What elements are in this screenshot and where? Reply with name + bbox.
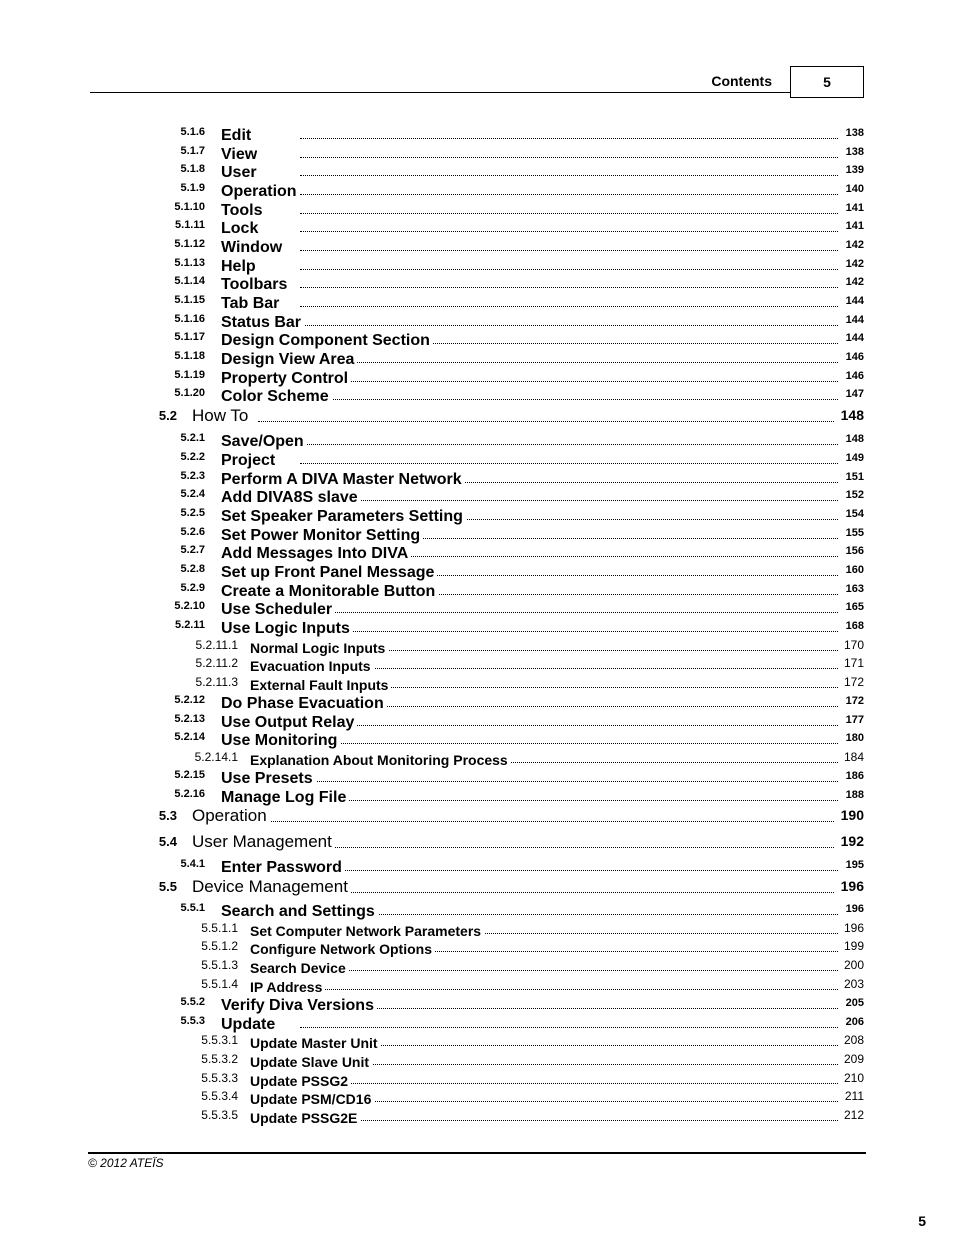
toc-entry-number: 5.1.16 — [174, 313, 205, 325]
toc-leader-dots — [300, 612, 838, 613]
toc-entry-number: 5.2.6 — [180, 526, 205, 538]
toc-entry-title[interactable]: Search and Settings — [221, 903, 378, 921]
toc-entry-page: 212 — [843, 1108, 864, 1122]
toc-entry[interactable] — [0, 938, 954, 956]
toc-entry-title[interactable]: Search Device — [250, 960, 349, 976]
toc-entry-title[interactable]: Update PSSG2 — [250, 1073, 351, 1089]
toc-entry-page: 146 — [845, 370, 864, 382]
toc-entry-page: 205 — [845, 997, 864, 1009]
toc-entry-title[interactable]: Set Power Monitor Setting — [221, 527, 423, 545]
toc-leader-dots — [300, 1008, 838, 1009]
toc-leader-dots — [300, 138, 838, 139]
toc-entry-number: 5.2.11.1 — [195, 638, 238, 652]
toc-entry[interactable] — [0, 1107, 954, 1125]
toc-entry[interactable] — [0, 181, 954, 199]
toc-entry[interactable] — [0, 693, 954, 711]
toc-entry-title[interactable]: Normal Logic Inputs — [250, 640, 388, 656]
toc-leader-dots — [300, 1027, 838, 1028]
toc-entry[interactable] — [0, 674, 954, 692]
toc-leader-dots — [300, 500, 838, 501]
toc-entry-title[interactable]: Use Presets — [221, 770, 316, 788]
toc-entry-title[interactable]: Add DIVA8S slave — [221, 489, 361, 507]
toc-entry-number: 5.5.3.1 — [201, 1033, 238, 1047]
toc-entry-title[interactable]: Add Messages Into DIVA — [221, 545, 411, 563]
toc-entry-title[interactable]: Color Scheme — [221, 388, 332, 406]
toc-entry[interactable] — [0, 237, 954, 255]
toc-entry-number: 5.1.20 — [174, 387, 205, 399]
toc-entry[interactable] — [0, 1088, 954, 1106]
toc-entry[interactable] — [0, 655, 954, 673]
toc-entry-title[interactable]: Update Master Unit — [250, 1035, 381, 1051]
toc-leader-dots — [300, 157, 838, 158]
toc-entry-number: 5.2.12 — [174, 694, 205, 706]
toc-entry-number: 5.2.3 — [180, 470, 205, 482]
toc-entry-page: 177 — [845, 714, 864, 726]
toc-entry-page: 199 — [843, 939, 864, 953]
toc-entry[interactable] — [0, 957, 954, 975]
toc-entry[interactable] — [0, 525, 954, 543]
toc-leader-dots — [300, 231, 838, 232]
toc-leader-dots — [300, 743, 838, 744]
toc-leader-dots — [300, 399, 838, 400]
toc-entry-page: 186 — [845, 770, 864, 782]
toc-entry[interactable] — [0, 200, 954, 218]
toc-entry-title[interactable]: Create a Monitorable Button — [221, 583, 438, 601]
toc-entry-title[interactable]: Property Control — [221, 370, 351, 388]
toc-entry[interactable] — [0, 293, 954, 311]
toc-entry[interactable] — [0, 469, 954, 487]
toc-entry-number: 5.2.2 — [180, 451, 205, 463]
toc-entry-page: 144 — [845, 314, 864, 326]
toc-leader-dots — [258, 421, 834, 422]
toc-entry-page: 138 — [845, 127, 864, 139]
toc-entry-number: 5.2.5 — [180, 507, 205, 519]
toc-entry-page: 170 — [843, 638, 864, 652]
toc-entry[interactable] — [0, 349, 954, 367]
toc-entry-page: 142 — [845, 276, 864, 288]
toc-entry-title[interactable]: Update PSSG2E — [250, 1110, 360, 1126]
toc-entry-title[interactable]: Operation — [192, 806, 270, 826]
toc-entry-number: 5.1.11 — [175, 219, 205, 231]
toc-leader-dots — [300, 914, 838, 915]
toc-entry-title[interactable]: Device Management — [192, 877, 351, 897]
toc-entry-title[interactable]: Toolbars — [221, 276, 290, 294]
toc-entry-number: 5.2.11.2 — [195, 656, 238, 670]
toc-entry-title[interactable]: Design View Area — [221, 351, 357, 369]
page-number: 5 — [918, 1213, 926, 1229]
toc-entry-title[interactable]: Edit — [221, 127, 254, 145]
toc-entry-title[interactable]: Update Slave Unit — [250, 1054, 372, 1070]
toc-entry-page: 192 — [840, 833, 864, 849]
toc-entry-page: 206 — [845, 1016, 864, 1028]
toc-entry-title[interactable]: Update — [221, 1016, 278, 1034]
toc-entry[interactable] — [0, 1032, 954, 1050]
header-title: Contents — [711, 73, 772, 89]
toc-entry-title[interactable]: Save/Open — [221, 433, 307, 451]
toc-entry-number: 5.2.7 — [180, 544, 205, 556]
toc-entry-title[interactable]: View — [221, 146, 260, 164]
toc-entry[interactable] — [0, 144, 954, 162]
toc-entry-title[interactable]: Use Monitoring — [221, 732, 340, 750]
toc-leader-dots — [250, 989, 838, 990]
toc-entry-number: 5.5.2 — [180, 996, 205, 1008]
toc-entry-page: 172 — [845, 695, 864, 707]
toc-entry-page: 196 — [840, 878, 864, 894]
toc-entry[interactable] — [0, 487, 954, 505]
toc-entry-number: 5.2.13 — [174, 713, 205, 725]
toc-entry[interactable] — [0, 368, 954, 386]
toc-entry-number: 5.2.14.1 — [194, 750, 238, 764]
toc-entry[interactable] — [0, 749, 954, 767]
toc-entry-title[interactable]: Explanation About Monitoring Process — [250, 752, 511, 768]
toc-entry-title[interactable]: Set Speaker Parameters Setting — [221, 508, 466, 526]
toc-entry-page: 200 — [843, 958, 864, 972]
toc-entry-page: 184 — [843, 750, 864, 764]
toc-entry-page: 142 — [845, 239, 864, 251]
toc-entry-number: 5.1.19 — [174, 369, 205, 381]
toc-entry[interactable] — [0, 312, 954, 330]
toc-entry-page: 149 — [845, 452, 864, 464]
toc-entry-page: 151 — [845, 471, 864, 483]
toc-entry-number: 5.5 — [158, 879, 177, 894]
toc-leader-dots — [300, 631, 838, 632]
toc-entry-page: 208 — [843, 1033, 864, 1047]
toc-entry-title[interactable]: Tab Bar — [221, 295, 282, 313]
toc-leader-dots — [300, 175, 838, 176]
toc-entry-page: 210 — [843, 1071, 864, 1085]
toc-entry[interactable] — [0, 431, 954, 449]
toc-entry-page: 144 — [845, 295, 864, 307]
toc-entry-page: 180 — [845, 732, 864, 744]
toc-entry[interactable] — [0, 406, 954, 424]
toc-entry-page: 154 — [845, 508, 864, 520]
toc-entry-number: 5.1.9 — [180, 182, 205, 194]
toc-entry-page: 144 — [845, 332, 864, 344]
toc-leader-dots — [300, 325, 838, 326]
toc-entry-title[interactable]: Project — [221, 452, 278, 470]
toc-entry-title[interactable]: Set Computer Network Parameters — [250, 923, 484, 939]
toc-entry-number: 5.3 — [158, 808, 177, 823]
toc-entry[interactable] — [0, 386, 954, 404]
toc-entry-number: 5.2.8 — [180, 563, 205, 575]
toc-entry-number: 5.5.3.5 — [201, 1108, 238, 1122]
toc-entry-page: 155 — [845, 527, 864, 539]
toc-entry[interactable] — [0, 125, 954, 143]
toc-entry[interactable] — [0, 543, 954, 561]
toc-entry-title[interactable]: Lock — [221, 220, 261, 238]
toc-entry-page: 196 — [843, 921, 864, 935]
toc-leader-dots — [300, 287, 838, 288]
toc-leader-dots — [300, 870, 838, 871]
toc-entry-page: 156 — [845, 545, 864, 557]
toc-entry-page: 209 — [843, 1052, 864, 1066]
toc-entry[interactable] — [0, 976, 954, 994]
toc-entry[interactable] — [0, 832, 954, 850]
toc-entry-title[interactable]: Help — [221, 258, 259, 276]
toc-entry-page: 147 — [845, 388, 864, 400]
toc-entry-title[interactable]: Design Component Section — [221, 332, 433, 350]
toc-entry-number: 5.1.10 — [174, 201, 205, 213]
toc-entry-number: 5.2.11.3 — [195, 675, 238, 689]
toc-entry-number: 5.2 — [158, 408, 177, 423]
toc-entry-title[interactable]: Set up Front Panel Message — [221, 564, 437, 582]
toc-entry-page: 160 — [845, 564, 864, 576]
toc-entry-page: 195 — [845, 859, 864, 871]
toc-leader-dots — [300, 381, 838, 382]
toc-entry-number: 5.2.11 — [175, 619, 205, 631]
toc-entry-page: 172 — [843, 675, 864, 689]
toc-entry-title[interactable]: Update PSM/CD16 — [250, 1091, 374, 1107]
toc-entry[interactable] — [0, 995, 954, 1013]
toc-entry[interactable] — [0, 1051, 954, 1069]
toc-entry[interactable] — [0, 1014, 954, 1032]
toc-leader-dots — [300, 800, 838, 801]
toc-entry-page: 190 — [840, 807, 864, 823]
toc-entry-number: 5.5.1.1 — [201, 921, 238, 935]
toc-entry[interactable] — [0, 450, 954, 468]
toc-entry-number: 5.5.3.4 — [201, 1089, 238, 1103]
toc-entry[interactable] — [0, 806, 954, 824]
toc-entry-title[interactable]: User — [221, 164, 260, 182]
toc-entry-title[interactable]: Window — [221, 239, 285, 257]
toc-leader-dots — [300, 444, 838, 445]
toc-entry-number: 5.4 — [158, 834, 177, 849]
toc-entry[interactable] — [0, 712, 954, 730]
toc-entry[interactable] — [0, 618, 954, 636]
toc-entry-title[interactable]: Manage Log File — [221, 789, 349, 807]
toc-entry-page: 142 — [845, 258, 864, 270]
toc-entry-page: 148 — [840, 407, 864, 423]
toc-entry-number: 5.1.15 — [174, 294, 205, 306]
toc-entry-page: 168 — [845, 620, 864, 632]
toc-entry-page: 139 — [845, 164, 864, 176]
toc-entry-number: 5.5.3.3 — [201, 1071, 238, 1085]
toc-entry-page: 203 — [843, 977, 864, 991]
toc-entry[interactable] — [0, 877, 954, 895]
toc-entry-number: 5.2.10 — [174, 600, 205, 612]
toc-entry-number: 5.5.1.2 — [201, 939, 238, 953]
toc-entry-page: 165 — [845, 601, 864, 613]
footer-copyright: © 2012 ATEÏS — [88, 1156, 164, 1170]
toc-entry[interactable] — [0, 162, 954, 180]
toc-entry-title[interactable]: Tools — [221, 202, 265, 220]
toc-entry-number: 5.2.14 — [174, 731, 205, 743]
toc-entry[interactable] — [0, 256, 954, 274]
toc-entry-title[interactable]: Use Logic Inputs — [221, 620, 353, 638]
toc-entry-number: 5.5.1 — [180, 902, 205, 914]
toc-entry-number: 5.5.3.2 — [201, 1052, 238, 1066]
toc-leader-dots — [300, 725, 838, 726]
toc-entry[interactable] — [0, 768, 954, 786]
toc-entry[interactable] — [0, 506, 954, 524]
toc-leader-dots — [300, 269, 838, 270]
toc-entry[interactable] — [0, 562, 954, 580]
toc-entry-number: 5.1.12 — [174, 238, 205, 250]
toc-entry-title[interactable]: Enter Password — [221, 859, 345, 877]
toc-entry-number: 5.1.18 — [174, 350, 205, 362]
toc-entry[interactable] — [0, 857, 954, 875]
toc-entry-page: 146 — [845, 351, 864, 363]
toc-entry-number: 5.2.1 — [180, 432, 205, 444]
toc-entry-title[interactable]: Do Phase Evacuation — [221, 695, 387, 713]
toc-leader-dots — [300, 194, 838, 195]
toc-entry-page: 171 — [843, 656, 864, 670]
toc-entry-page: 138 — [845, 146, 864, 158]
toc-leader-dots — [300, 250, 838, 251]
toc-entry[interactable] — [0, 599, 954, 617]
toc-entry-page: 188 — [845, 789, 864, 801]
toc-entry[interactable] — [0, 787, 954, 805]
toc-entry-number: 5.5.3 — [180, 1015, 205, 1027]
toc-leader-dots — [300, 463, 838, 464]
toc-entry[interactable] — [0, 901, 954, 919]
toc-entry-title[interactable]: Evacuation Inputs — [250, 658, 374, 674]
toc-entry-page: 211 — [844, 1089, 864, 1103]
toc-entry-page: 141 — [845, 202, 864, 214]
toc-entry[interactable] — [0, 274, 954, 292]
toc-entry-number: 5.1.8 — [180, 163, 205, 175]
toc-entry[interactable] — [0, 730, 954, 748]
toc-entry-number: 5.1.17 — [174, 331, 205, 343]
toc-leader-dots — [300, 781, 838, 782]
toc-entry-number: 5.1.14 — [174, 275, 205, 287]
toc-entry-title[interactable]: Operation — [221, 183, 300, 201]
toc-entry-page: 148 — [845, 433, 864, 445]
toc-entry-title[interactable]: Verify Diva Versions — [221, 997, 377, 1015]
toc-entry-title[interactable]: How To — [192, 406, 251, 426]
toc-entry-number: 5.2.15 — [174, 769, 205, 781]
toc-entry-page: 140 — [845, 183, 864, 195]
toc-entry-title[interactable]: Configure Network Options — [250, 941, 435, 957]
toc-entry[interactable] — [0, 581, 954, 599]
toc-entry-number: 5.2.16 — [174, 788, 205, 800]
toc-entry-number: 5.2.9 — [180, 582, 205, 594]
toc-leader-dots — [300, 306, 838, 307]
toc-entry-title[interactable]: User Management — [192, 832, 335, 852]
toc-entry[interactable] — [0, 330, 954, 348]
toc-entry-number: 5.1.6 — [180, 126, 205, 138]
toc-entry-title[interactable]: Status Bar — [221, 314, 304, 332]
toc-entry[interactable] — [0, 920, 954, 938]
toc-entry-number: 5.5.1.3 — [201, 958, 238, 972]
toc-entry-title[interactable]: Use Scheduler — [221, 601, 335, 619]
toc-entry-title[interactable]: External Fault Inputs — [250, 677, 391, 693]
toc-entry-page: 163 — [845, 583, 864, 595]
toc-leader-dots — [258, 847, 834, 848]
toc-entry-number: 5.1.7 — [180, 145, 205, 157]
toc-entry-number: 5.2.4 — [180, 488, 205, 500]
toc-entry[interactable] — [0, 637, 954, 655]
toc-entry-title[interactable]: Perform A DIVA Master Network — [221, 471, 465, 489]
toc-entry-title[interactable]: IP Address — [250, 979, 325, 995]
toc-entry[interactable] — [0, 1070, 954, 1088]
header-page-box: 5 — [790, 66, 864, 98]
toc-entry-number: 5.1.13 — [174, 257, 205, 269]
toc-leader-dots — [258, 821, 834, 822]
toc-entry[interactable] — [0, 218, 954, 236]
toc-entry-title[interactable]: Use Output Relay — [221, 714, 357, 732]
toc-entry-number: 5.5.1.4 — [201, 977, 238, 991]
footer-rule — [88, 1152, 866, 1154]
toc-entry-page: 141 — [845, 220, 864, 232]
toc-entry-page: 152 — [845, 489, 864, 501]
toc-leader-dots — [300, 362, 838, 363]
toc-entry-page: 196 — [845, 903, 864, 915]
toc-leader-dots — [300, 213, 838, 214]
toc-entry-number: 5.4.1 — [180, 858, 205, 870]
